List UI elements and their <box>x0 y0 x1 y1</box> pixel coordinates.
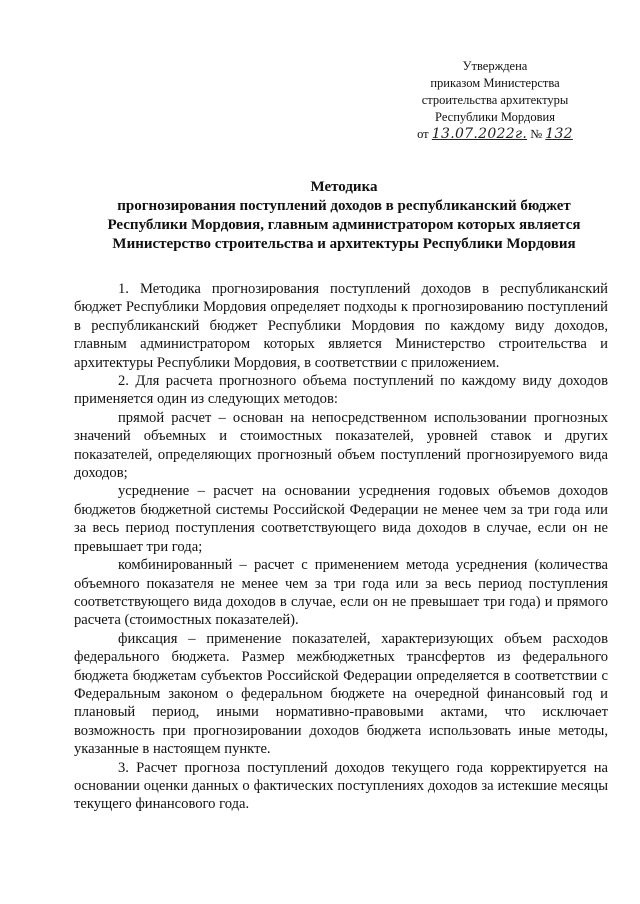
paragraph: 2. Для расчета прогнозного объема поступлений по каждому виду доходов применяется один из следующих методов: <box>74 373 608 408</box>
paragraph: фиксация – применение показателей, характеризующих объем расходов федерального бюджета. Размер межбюджетных трансфертов из федерального бюджета бюджетам субъектов Российской Федерации определяется в соответствии с Федеральным законом о федеральном бюджете на очередной финансовый год и плановый период, иными нормативно-правовыми актами, что исключает возможность при прогнозировании доходов бюджета использовать иные методы, указанные в настоящем пункте. <box>74 630 608 758</box>
title-heading: Методика <box>310 179 378 195</box>
handwritten-date: 13.07.2022г. <box>431 126 528 142</box>
paragraph: комбинированный – расчет с применением метода усреднения (количества объемного показателя не менее чем за три года или за весь период поступления соответствующего вида доходов в случае, если он не превышает три года) и прямого расчета (стоимостных показателей). <box>74 557 608 629</box>
approval-date-number <box>400 126 590 143</box>
approval-stamp <box>400 58 590 143</box>
approval-line: строительства архитектуры <box>421 93 569 107</box>
paragraph: прямой расчет – основан на непосредственном использовании прогнозных значений объемных и стоимостных показателей, уровней ставок и других показателей, определяющих прогнозный объем поступлений прогнозируемого вида доходов; <box>74 409 608 482</box>
title-line: Республики Мордовия, главным администратором которых является <box>107 217 581 233</box>
approval-line: Республики Мордовия <box>435 110 555 124</box>
paragraph: усреднение – расчет на основании усреднения годовых объемов доходов бюджетов бюджетной системы Российской Федерации не менее чем за три года или за весь период поступления соответствующего вида доходов в случае, если он не превышает три года; <box>74 483 608 555</box>
document-body <box>74 280 608 814</box>
approval-line: приказом Министерства <box>430 76 560 90</box>
paragraph: 3. Расчет прогноза поступлений доходов текущего года корректируется на основании оценки данных о фактических поступлениях доходов за истекшие месяцы текущего финансового года. <box>74 759 608 813</box>
title-line: прогнозирования поступлений доходов в республиканский бюджет <box>117 198 571 214</box>
paragraph: 1. Методика прогнозирования поступлений доходов в республиканский бюджет Республики Мордовия определяет подходы к прогнозированию поступлений в республиканский бюджет Республики Мордовия по каждому виду доходов, главным администратором которых является Министерство строительства и архитектуры Республики Мордовия, в соответствии с приложением. <box>74 281 608 371</box>
date-prefix: от <box>417 127 429 141</box>
approval-line: Утверждена <box>462 59 528 73</box>
document-title <box>66 178 622 254</box>
title-line: Министерство строительства и архитектуры Республики Мордовия <box>112 236 576 252</box>
number-prefix: № <box>530 127 543 141</box>
handwritten-number: 132 <box>545 126 573 142</box>
